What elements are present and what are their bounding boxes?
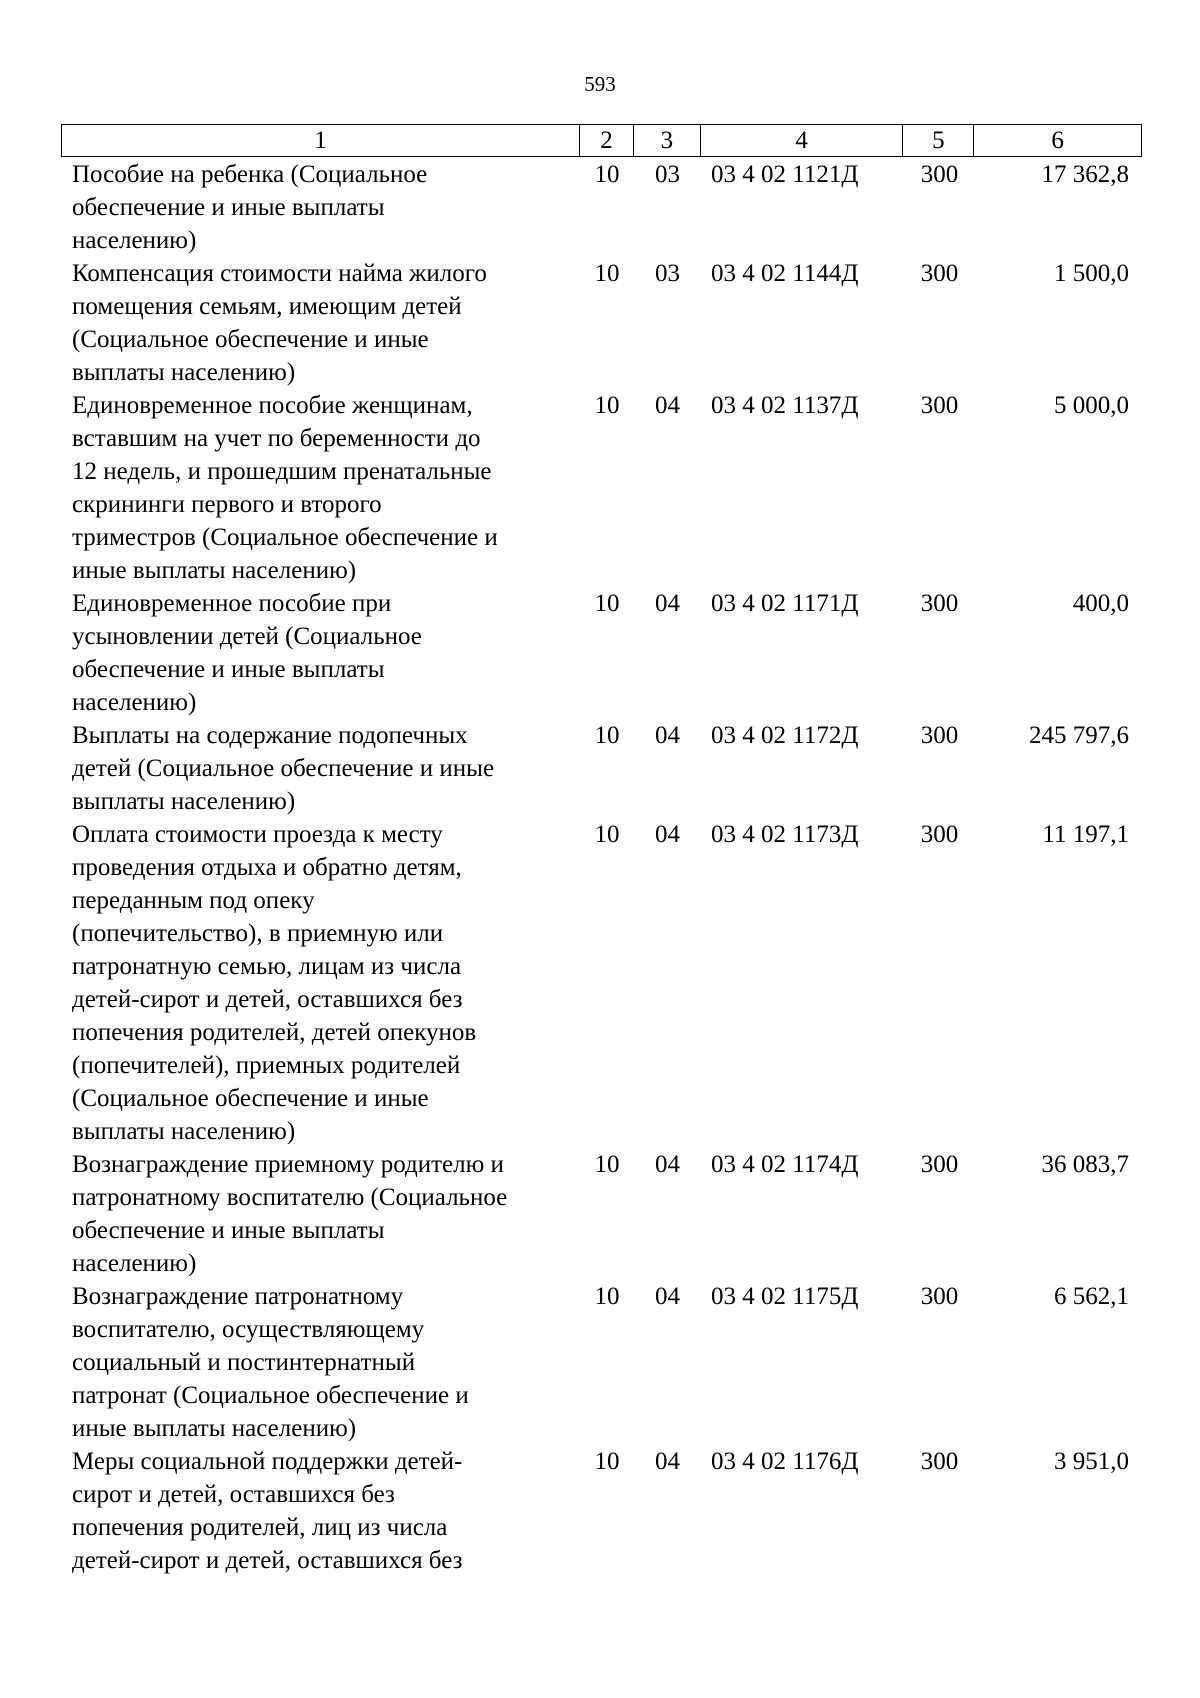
row-expense-type: 300 (920, 260, 959, 287)
row-section-code: 10 (594, 392, 620, 419)
row-description: Выплаты на содержание подопечных детей (Социальное обеспечение и иные выплаты населению) (72, 722, 495, 815)
row-amount: 245 797,6 (1029, 722, 1129, 749)
row-section-code: 10 (594, 1151, 620, 1178)
row-amount: 6 562,1 (1054, 1283, 1129, 1310)
row-subsection-code: 04 (655, 722, 680, 749)
row-amount: 5 000,0 (1054, 392, 1129, 419)
table-row (61, 158, 1142, 257)
row-description: Единовременное пособие женщинам, вставшим на учет по беременности до 12 недель, и прошедшим пренатальные скрининги первого и второго триместров (Социальное обеспечение и иные выплаты населению) (72, 392, 498, 584)
table-row (61, 719, 1142, 818)
table-row (61, 1148, 1142, 1280)
row-amount: 17 362,8 (1041, 161, 1129, 188)
row-description: Пособие на ребенка (Социальное обеспечение и иные выплаты населению) (72, 161, 428, 254)
row-expense-type: 300 (920, 590, 959, 617)
row-target-code: 03 4 02 1144Д (711, 260, 859, 287)
row-description: Вознаграждение патронатному воспитателю, осуществляющему социальный и постинтернатный патронат (Социальное обеспечение и иные выплаты населению) (72, 1283, 469, 1442)
row-expense-type: 300 (920, 821, 959, 848)
row-description: Вознаграждение приемному родителю и патронатному воспитателю (Социальное обеспечение и иные выплаты населению) (72, 1151, 508, 1277)
table-row (61, 818, 1142, 1148)
row-amount: 400,0 (1072, 590, 1129, 617)
row-target-code: 03 4 02 1175Д (711, 1283, 859, 1310)
row-target-code: 03 4 02 1173Д (711, 821, 859, 848)
row-description: Меры социальной поддержки детей- сирот и детей, оставшихся без попечения родителей, лиц из числа детей-сирот и детей, оставшихся без (72, 1448, 463, 1574)
row-amount: 36 083,7 (1041, 1151, 1129, 1178)
row-expense-type: 300 (920, 392, 959, 419)
row-subsection-code: 04 (655, 1151, 680, 1178)
row-amount: 1 500,0 (1054, 260, 1129, 287)
row-description: Оплата стоимости проезда к месту проведения отдыха и обратно детям, переданным под опеку (попечительство), в приемную или патронатную семью, лицам из числа детей-сирот и детей, оставшихся без попечения родителей, детей опекунов (попечителей), приемных родителей (Социальное обеспечение и иные выплаты населению) (72, 821, 477, 1145)
header-col-4: 4 (701, 125, 904, 156)
row-section-code: 10 (594, 161, 620, 188)
row-section-code: 10 (594, 821, 620, 848)
row-expense-type: 300 (920, 1448, 959, 1475)
header-col-6: 6 (1051, 127, 1064, 154)
row-expense-type: 300 (920, 1283, 959, 1310)
row-target-code: 03 4 02 1171Д (711, 590, 859, 617)
row-amount: 11 197,1 (1042, 821, 1129, 848)
row-subsection-code: 04 (655, 1448, 680, 1475)
row-amount: 3 951,0 (1054, 1448, 1129, 1475)
row-subsection-code: 04 (655, 590, 680, 617)
row-target-code: 03 4 02 1174Д (711, 1151, 859, 1178)
row-target-code: 03 4 02 1172Д (711, 722, 859, 749)
header-col-5: 5 (903, 125, 974, 156)
header-col-1: 1 (62, 125, 580, 156)
page-number: 593 (584, 72, 616, 96)
row-section-code: 10 (594, 1283, 620, 1310)
table-row (61, 587, 1142, 719)
row-section-code: 10 (594, 1448, 620, 1475)
row-section-code: 10 (594, 590, 620, 617)
table-row (61, 1445, 1142, 1577)
header-col-2: 2 (580, 125, 634, 156)
row-expense-type: 300 (920, 1151, 959, 1178)
row-description: Единовременное пособие при усыновлении детей (Социальное обеспечение и иные выплаты населению) (72, 590, 422, 716)
row-expense-type: 300 (920, 161, 959, 188)
row-target-code: 03 4 02 1176Д (711, 1448, 859, 1475)
table-row (61, 1280, 1142, 1445)
row-subsection-code: 04 (655, 392, 680, 419)
header-col-3: 3 (634, 125, 701, 156)
table-header (61, 124, 1142, 157)
table-row (61, 257, 1142, 389)
row-subsection-code: 03 (655, 260, 680, 287)
row-section-code: 10 (594, 260, 620, 287)
table-row (61, 389, 1142, 587)
row-description: Компенсация стоимости найма жилого помещения семьям, имеющим детей (Социальное обеспечение и иные выплаты населению) (72, 260, 487, 386)
row-expense-type: 300 (920, 722, 959, 749)
row-subsection-code: 03 (655, 161, 680, 188)
row-subsection-code: 04 (655, 821, 680, 848)
row-target-code: 03 4 02 1137Д (711, 392, 859, 419)
row-section-code: 10 (594, 722, 620, 749)
row-target-code: 03 4 02 1121Д (711, 161, 859, 188)
table-body (61, 158, 1142, 1577)
row-subsection-code: 04 (655, 1283, 680, 1310)
